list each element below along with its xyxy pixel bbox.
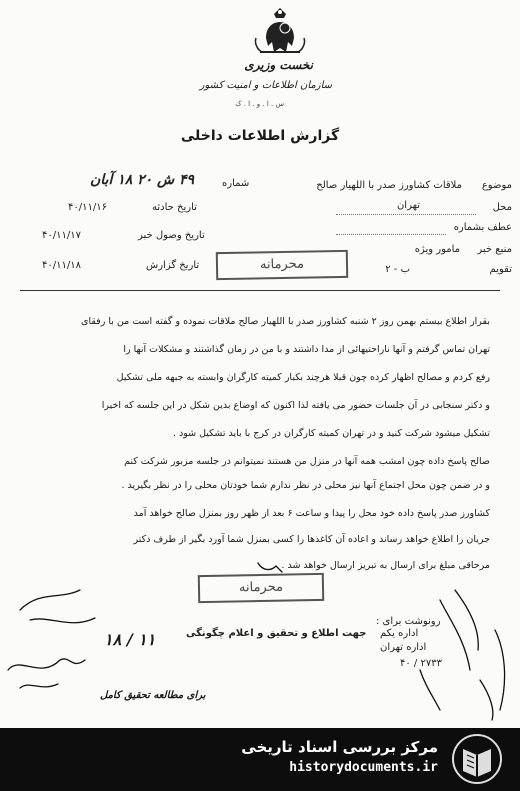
event-date-label: تاریخ حادثه xyxy=(152,202,197,213)
lion-and-sun-emblem-icon xyxy=(252,8,308,58)
watermark-url[interactable]: historydocuments.ir xyxy=(289,760,438,775)
distribution-label: رونوشت برای : xyxy=(376,616,441,627)
place-dotline xyxy=(336,214,476,215)
org-name-secondary: سازمان اطلاعات و امنیت کشور xyxy=(199,80,332,91)
number-label: شماره xyxy=(222,178,250,189)
handwritten-date: ۱۸ / ۱۱ xyxy=(104,630,156,649)
number-value: ۴۹ ش ۲۰ ۱۸ آبان xyxy=(90,172,195,188)
report-date-label: تاریخ گزارش xyxy=(146,260,200,271)
header-divider xyxy=(20,290,500,291)
body-line: بقرار اطلاع بیستم بهمن روز ۲ شنبه کشاورز صدر با اللهیار صالح ملاقات نموده و گفته است من با رفقای xyxy=(81,316,490,327)
reference-dotline xyxy=(336,234,446,235)
source-label: منبع خبر xyxy=(477,244,512,255)
body-line: تهران تماس گرفتم و آنها ناراحتیهائی از مدا داشتند و با من در زمان گذاشتند و مشکلات آنها را xyxy=(123,344,490,355)
body-line: رفع کردم و مصالح اظهار کرده چون قبلا هرچند بکبار کمیته کارگران وابسته به جبهه ملی تشکیل xyxy=(116,372,490,383)
rating-value: ب - ۲ xyxy=(385,264,410,275)
receive-date-label: تاریخ وصول خبر xyxy=(138,230,205,241)
body-line: مرحاقی مبلغ برای ارسال به تبریز ارسال خواهد شد . xyxy=(281,560,490,571)
book-icon xyxy=(451,733,503,785)
distribution-dept: اداره یکم xyxy=(380,628,419,639)
receive-date-value: ۴۰/۱۱/۱۷ xyxy=(42,230,81,241)
place-label: محل xyxy=(492,202,512,213)
action-note: جهت اطلاع و تحقیق و اعلام چگونگی xyxy=(186,628,367,639)
org-name-primary: نخست وزیری xyxy=(244,58,313,72)
body-line: صالح پاسخ داده چون امشب همه آنها در منزل من هستند نمیتوانم در جلسه مزبور شرکت کنم xyxy=(124,456,490,467)
rating-label: تقویم xyxy=(489,264,512,275)
distribution-city: اداره تهران xyxy=(380,642,427,653)
source-value: مامور ویژه xyxy=(414,244,460,255)
subject-value: ملاقات کشاورز صدر با اللهیار صالح xyxy=(316,180,462,191)
body-line: کشاورز صدر پاسخ داده خود محل را پیدا و ساعت ۶ بعد از ظهر روز بمنزل صالح خواهد آمد xyxy=(133,508,490,519)
reference-label: عطف بشماره xyxy=(453,222,512,233)
body-line: تشکیل میشود شرکت کنید و در تهران کمیته کارگران در کرج با باید تشکیل شود . xyxy=(172,428,490,439)
distribution-number: ۴۰ / ۲۷۳۳ xyxy=(400,658,442,669)
confidential-stamp-top: محرمانه xyxy=(216,250,348,280)
body-line: و در ضمن چون محل اجتماع آنها نیز محلی در نظر ندارم شما خودتان محلی را در نظر بگیرید . xyxy=(121,480,490,491)
document-title: گزارش اطلاعات داخلی xyxy=(180,128,340,144)
body-line: جریان را اطلاع خواهد رساند و اعاده آن کاغذها را کسی بمنزل شما آورد بگیر از طرف دکتر xyxy=(133,534,490,545)
handwritten-signatures-icon xyxy=(0,560,520,728)
event-date-value: ۴۰/۱۱/۱۶ xyxy=(68,202,107,213)
org-code: س . ا . و . ا . ک xyxy=(235,100,284,108)
report-date-value: ۴۰/۱۱/۱۸ xyxy=(42,260,81,271)
place-value: تهران xyxy=(396,200,420,211)
handwritten-instruction: برای مطالعه تحقیق کامل xyxy=(100,690,206,701)
watermark-title: مرکز بررسی اسناد تاریخی xyxy=(241,738,438,756)
confidential-stamp-bottom: محرمانه xyxy=(198,573,324,603)
body-line: و دکتر سنجابی در آن جلسات حضور می یافته لذا اکنون که اوضاع بدین شکل در این جلسه که اخیرا xyxy=(101,400,490,411)
subject-label: موضوع xyxy=(481,180,512,191)
